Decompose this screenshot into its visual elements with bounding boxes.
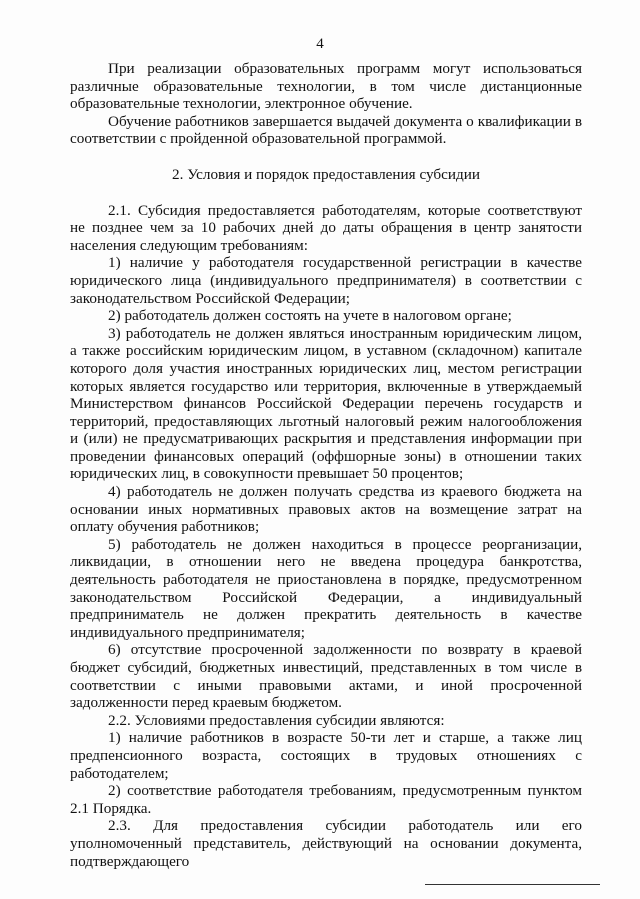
requirement-2: 2) работодатель должен состоять на учете в налоговом органе; xyxy=(108,307,512,325)
paragraph-2-1: 2.1. Субсидия предоставляется работодателям, которые соответствуют не позднее чем за 10 рабочих дней до даты обращения в центр занятости населения следующим требованиям: xyxy=(70,201,582,254)
paragraph-qualification-document: Обучение работников завершается выдачей документа о квалификации в соответствии с пройденной образовательной программой. xyxy=(70,112,582,148)
paragraph-technologies: При реализации образовательных программ могут использоваться различные образовательные технологии, в том числе дистанционные образовательные технологии, электронное обучение. xyxy=(70,60,582,113)
paragraph-2-2: 2.2. Условиями предоставления субсидии являются: xyxy=(108,711,445,729)
section-heading: 2. Условия и порядок предоставления субсидии xyxy=(172,165,480,183)
requirement-3: 3) работодатель не должен являться иностранным юридическим лицом, а также российским юридическим лицом, в уставном (складочном) капитале которого доля участия иностранных юридических лиц, местом регистрации которых является государство или территория, включенные в утверждаемый Министерством финансов Российской Федерации перечень государств и территорий, предоставляющих льготный налоговый режим налогообложения и (или) не предусматривающих раскрытия и представления информации при проведении финансовых операций (оффшорные зоны) в отношении таких юридических лиц, в совокупности превышает 50 процентов; xyxy=(70,324,582,483)
requirement-5: 5) работодатель не должен находиться в процессе реорганизации, ликвидации, в отношении него не введена процедура банкротства, деятельность работодателя не приостановлена в порядке, предусмотренном законодательством Российской Федерации, а индивидуальный предприниматель не должен прекратить деятельность в качестве индивидуального предпринимателя; xyxy=(70,535,582,641)
condition-2: 2) соответствие работодателя требованиям, предусмотренным пунктом 2.1 Порядка. xyxy=(70,782,582,817)
requirement-4: 4) работодатель не должен получать средства из краевого бюджета на основании иных нормативных правовых актов на возмещение затрат на оплату обучения работников; xyxy=(70,483,582,536)
document-body xyxy=(70,60,582,870)
paragraph-2-3: 2.3. Для предоставления субсидии работодатель или его уполномоченный представитель, действующий на основании документа, подтверждающего xyxy=(70,817,582,870)
requirement-6: 6) отсутствие просроченной задолженности по возврату в краевой бюджет субсидий, бюджетных инвестиций, представленных в том числе в соответствии с иными правовыми актами, и иной просроченной задолженности перед краевым бюджетом. xyxy=(70,641,582,712)
condition-1: 1) наличие работников в возрасте 50-ти лет и старше, а также лиц предпенсионного возраста, состоящих в трудовых отношениях с работодателем; xyxy=(70,729,582,782)
page-number: 4 xyxy=(316,36,324,52)
footer-rule xyxy=(425,884,600,885)
requirement-1: 1) наличие у работодателя государственной регистрации в качестве юридического лица (индивидуального предпринимателя) в соответствии с законодательством Российской Федерации; xyxy=(70,254,582,307)
